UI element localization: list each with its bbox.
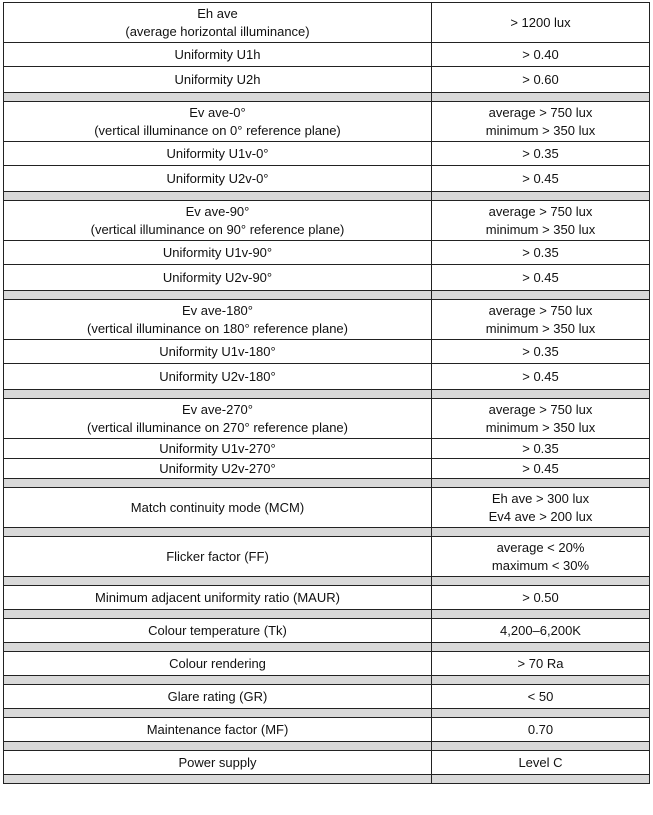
requirement-cell [432,67,650,93]
parameter-cell [4,537,432,577]
spec-table-body [4,3,650,784]
separator-row [4,709,650,718]
requirement-cell [432,459,650,479]
parameter-text: Uniformity U1v-270° [159,440,276,456]
separator-row [4,528,650,537]
spec-row [4,459,650,479]
parameter-text: Colour temperature (Tk) [148,622,287,638]
requirement-text: Ev4 ave > 200 lux [488,508,593,524]
parameter-cell [4,201,432,241]
parameter-text: Ev ave-270° [182,401,253,417]
requirement-cell [432,685,650,709]
separator-cell [4,192,432,201]
parameter-cell [4,619,432,643]
separator-cell [4,390,432,399]
parameter-text: Uniformity U2v-0° [166,170,269,186]
requirement-cell [432,439,650,459]
parameter-text: Uniformity U1v-90° [162,244,273,260]
spec-row [4,3,650,43]
requirement-text: > 70 Ra [517,655,564,671]
parameter-text: Uniformity U2h [174,71,261,87]
requirement-cell [432,586,650,610]
requirement-cell [432,537,650,577]
parameter-cell [4,166,432,192]
parameter-cell [4,439,432,459]
spec-row [4,685,650,709]
separator-cell [432,643,650,652]
spec-row [4,718,650,742]
requirement-cell [432,652,650,676]
separator-cell [432,291,650,300]
separator-cell [432,192,650,201]
separator-cell [4,610,432,619]
requirement-cell [432,619,650,643]
parameter-cell [4,586,432,610]
parameter-text: Flicker factor (FF) [166,548,269,564]
requirement-cell [432,488,650,528]
spec-row [4,142,650,166]
requirement-text: > 0.45 [522,368,559,384]
spec-row [4,439,650,459]
spec-row [4,364,650,390]
parameter-cell [4,300,432,340]
requirement-text: > 1200 lux [510,14,571,30]
parameter-cell [4,102,432,142]
separator-cell [432,93,650,102]
parameter-cell [4,364,432,390]
requirement-cell [432,142,650,166]
spec-row [4,300,650,340]
requirement-text: > 0.45 [522,269,559,285]
parameter-text: Minimum adjacent uniformity ratio (MAUR) [95,589,340,605]
parameter-text: (vertical illuminance on 0° reference plane) [94,122,341,138]
requirement-text: > 0.45 [522,170,559,186]
requirement-text: minimum > 350 lux [485,419,596,435]
separator-cell [4,528,432,537]
parameter-cell [4,265,432,291]
spec-row [4,43,650,67]
requirement-text: 4,200–6,200K [500,622,581,638]
separator-cell [4,775,432,784]
separator-cell [432,577,650,586]
parameter-text: Uniformity U2v-270° [159,460,276,476]
parameter-text: Uniformity U1h [174,46,261,62]
separator-row [4,676,650,685]
requirement-cell [432,241,650,265]
parameter-cell [4,241,432,265]
parameter-text: Ev ave-180° [182,302,253,318]
parameter-text: Match continuity mode (MCM) [130,499,305,515]
requirement-text: > 0.45 [522,460,559,476]
spec-row [4,67,650,93]
parameter-cell [4,685,432,709]
spec-row [4,537,650,577]
parameter-text: Power supply [178,754,257,770]
separator-row [4,742,650,751]
parameter-text: Uniformity U2v-180° [159,368,276,384]
requirement-cell [432,201,650,241]
parameter-text: Eh ave [197,5,238,21]
requirement-text: minimum > 350 lux [485,320,596,336]
parameter-text: Uniformity U1v-0° [166,145,269,161]
requirement-cell [432,300,650,340]
requirement-text: average < 20% [496,539,585,555]
parameter-text: Uniformity U1v-180° [159,343,276,359]
parameter-cell [4,43,432,67]
requirement-text: minimum > 350 lux [485,221,596,237]
requirement-cell [432,364,650,390]
separator-cell [4,709,432,718]
spec-row [4,488,650,528]
requirement-text: Level C [518,754,563,770]
separator-row [4,479,650,488]
requirement-cell [432,166,650,192]
separator-cell [432,390,650,399]
requirement-text: maximum < 30% [491,557,590,573]
requirement-text: > 0.35 [522,145,559,161]
parameter-text: Ev ave-0° [189,104,246,120]
separator-row [4,577,650,586]
spec-row [4,399,650,439]
separator-cell [4,643,432,652]
requirement-text: average > 750 lux [488,104,593,120]
requirement-text: 0.70 [527,721,554,737]
parameter-cell [4,142,432,166]
parameter-cell [4,3,432,43]
parameter-cell [4,67,432,93]
parameter-text: (vertical illuminance on 90° reference plane) [90,221,345,237]
separator-cell [4,577,432,586]
parameter-cell [4,340,432,364]
separator-row [4,610,650,619]
parameter-text: Maintenance factor (MF) [146,721,289,737]
parameter-text: (vertical illuminance on 180° reference plane) [86,320,348,336]
parameter-cell [4,488,432,528]
parameter-text: Glare rating (GR) [167,688,268,704]
separator-cell [4,742,432,751]
parameter-text: (vertical illuminance on 270° reference plane) [86,419,348,435]
separator-cell [4,479,432,488]
parameter-cell [4,718,432,742]
parameter-cell [4,399,432,439]
separator-row [4,390,650,399]
parameter-cell [4,751,432,775]
spec-row [4,652,650,676]
spec-row [4,265,650,291]
requirement-cell [432,340,650,364]
separator-row [4,775,650,784]
requirement-text: > 0.35 [522,343,559,359]
requirement-text: average > 750 lux [488,302,593,318]
parameter-text: (average horizontal illuminance) [125,23,310,39]
requirement-text: < 50 [527,688,554,704]
separator-cell [432,479,650,488]
requirement-text: average > 750 lux [488,401,593,417]
separator-row [4,291,650,300]
parameter-text: Colour rendering [169,655,266,671]
spec-row [4,241,650,265]
separator-cell [432,528,650,537]
lighting-spec-table [3,2,650,784]
requirement-text: > 0.50 [522,589,559,605]
requirement-text: > 0.35 [522,440,559,456]
spec-row [4,619,650,643]
parameter-text: Uniformity U2v-90° [162,269,273,285]
separator-cell [432,775,650,784]
parameter-cell [4,459,432,479]
requirement-text: minimum > 350 lux [485,122,596,138]
requirement-cell [432,3,650,43]
requirement-cell [432,718,650,742]
requirement-cell [432,399,650,439]
requirement-cell [432,265,650,291]
requirement-cell [432,43,650,67]
spec-row [4,102,650,142]
spec-row [4,340,650,364]
separator-cell [432,610,650,619]
separator-cell [4,676,432,685]
separator-row [4,93,650,102]
separator-row [4,643,650,652]
spec-row [4,586,650,610]
requirement-text: > 0.60 [522,71,559,87]
requirement-text: > 0.40 [522,46,559,62]
requirement-cell [432,751,650,775]
spec-row [4,166,650,192]
spec-row [4,201,650,241]
spec-row [4,751,650,775]
separator-cell [432,709,650,718]
parameter-cell [4,652,432,676]
requirement-text: > 0.35 [522,244,559,260]
parameter-text: Ev ave-90° [185,203,250,219]
separator-cell [432,742,650,751]
requirement-cell [432,102,650,142]
separator-cell [4,93,432,102]
requirement-text: average > 750 lux [488,203,593,219]
separator-cell [4,291,432,300]
separator-row [4,192,650,201]
requirement-text: Eh ave > 300 lux [491,490,590,506]
separator-cell [432,676,650,685]
